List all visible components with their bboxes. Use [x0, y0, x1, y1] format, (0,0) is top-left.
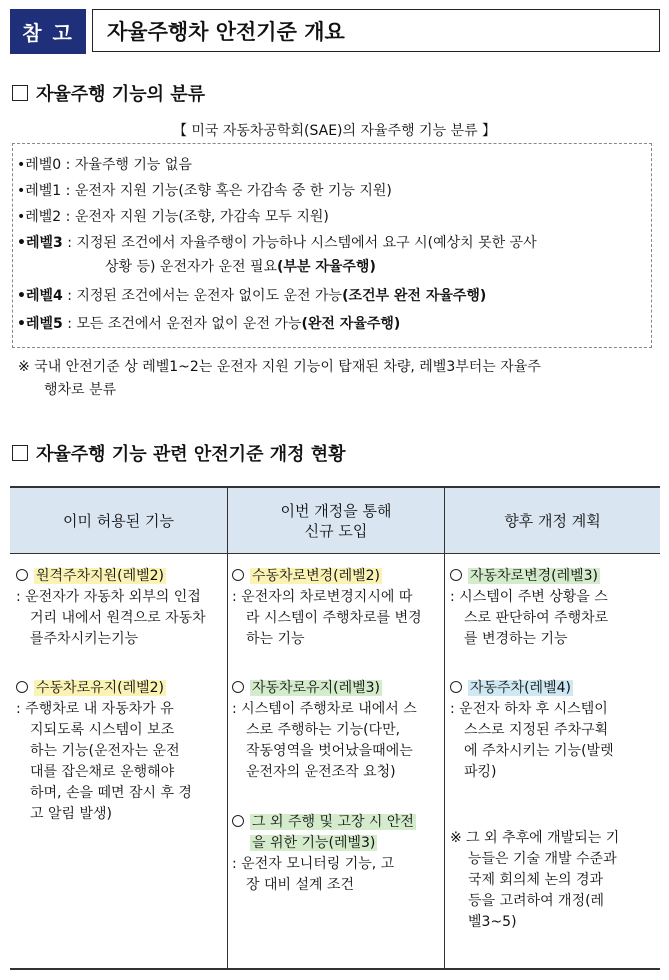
- level-item: •레벨3 : 지정된 조건에서 자율주행이 가능하나 시스템에서 요구 시(예상치 못한 공사: [17, 235, 537, 251]
- checkbox-square-icon: [12, 85, 28, 101]
- page-title: 자율주행차 안전기준 개요: [92, 9, 660, 52]
- future-item: 자동주차(레벨4) : 운전자 하차 후 시스템이 스스로 지정된 주차구획 에 주차시키는 기능(발렛 파킹): [450, 680, 614, 780]
- existing-item: 원격주차지원(레벨2) : 운전자가 자동차 외부의 인접 거리 내에서 원격으로 자동차 를주차시키는기능: [16, 568, 206, 647]
- circle-bullet-icon: [450, 681, 462, 693]
- circle-bullet-icon: [16, 681, 28, 693]
- header-future: 향후 개정 계획: [504, 512, 601, 530]
- circle-bullet-icon: [232, 681, 244, 693]
- section2-heading: [12, 440, 346, 466]
- circle-bullet-icon: [450, 569, 462, 581]
- new-item: 그 외 주행 및 고장 시 안전 을 위한 기능(레벨3) : 운전자 모니터링 기능, 고 장 대비 설계 조건: [232, 814, 414, 893]
- table-header: [10, 486, 660, 554]
- future-item: 자동차로변경(레벨3) : 시스템이 주변 상황을 스 스로 판단하여 주행차로 를 변경하는 기능: [450, 568, 609, 647]
- circle-bullet-icon: [232, 569, 244, 581]
- level-item: •레벨1 : 운전자 지원 기능(조향 혹은 가감속 중 한 기능 지원): [17, 183, 392, 199]
- level-item-continued: 상황 등) 운전자가 운전 필요(부분 자율주행): [105, 259, 376, 275]
- column-divider: [444, 486, 445, 970]
- classification-note: ※ 국내 안전기준 상 레벨1~2는 운전자 지원 기능이 탑재된 차량, 레벨3부터는 자율주 행차로 분류: [18, 359, 541, 398]
- circle-bullet-icon: [16, 569, 28, 581]
- existing-item: 수동차로유지(레벨2) : 주행차로 내 자동차가 유 지되도록 시스템이 보조 하는 기능(운전자는 운전 대를 잡은채로 운행해야 하며, 손을 떼면 잠시 후 경 고 알림 발생): [16, 680, 192, 822]
- level-item: •레벨5 : 모든 조건에서 운전자 없이 운전 가능(완전 자율주행): [17, 316, 401, 332]
- column-divider: [227, 486, 228, 970]
- future-note: ※ 그 외 추후에 개발되는 기 능들은 기술 개발 수준과 국제 회의체 논의 경과 등을 고려하여 개정(레 벨3~5): [450, 830, 620, 930]
- circle-bullet-icon: [232, 815, 244, 827]
- level-list: [12, 143, 652, 348]
- amendment-table: [10, 486, 660, 970]
- table-bottom-rule: [10, 968, 660, 970]
- level-item: •레벨2 : 운전자 지원 기능(조향, 가감속 모두 지원): [17, 209, 329, 225]
- new-item: 수동차로변경(레벨2) : 운전자의 차로변경지시에 따 라 시스템이 주행차로를 변경 하는 기능: [232, 568, 422, 647]
- header-new: 이번 개정을 통해 신규 도입: [280, 502, 392, 540]
- section1-title: 자율주행 기능의 분류: [36, 84, 206, 105]
- section1-heading: [12, 80, 205, 106]
- header-bar: [10, 9, 660, 54]
- level-item: •레벨4 : 지정된 조건에서는 운전자 없이도 운전 가능(조건부 완전 자율주행): [17, 288, 487, 304]
- reference-tag: 참 고: [10, 9, 86, 54]
- level-item: •레벨0 : 자율주행 기능 없음: [17, 157, 192, 173]
- checkbox-square-icon: [12, 445, 28, 461]
- classification-caption: 【 미국 자동차공학회(SAE)의 자율주행 기능 분류 】: [172, 123, 497, 139]
- section2-title: 자율주행 기능 관련 안전기준 개정 현황: [36, 444, 346, 465]
- new-item: 자동차로유지(레벨3) : 시스템이 주행차로 내에서 스 스로 주행하는 기능(다만, 작동영역을 벗어났을때에는 운전자의 운전조작 요청): [232, 680, 417, 780]
- header-existing: 이미 허용된 기능: [63, 512, 174, 530]
